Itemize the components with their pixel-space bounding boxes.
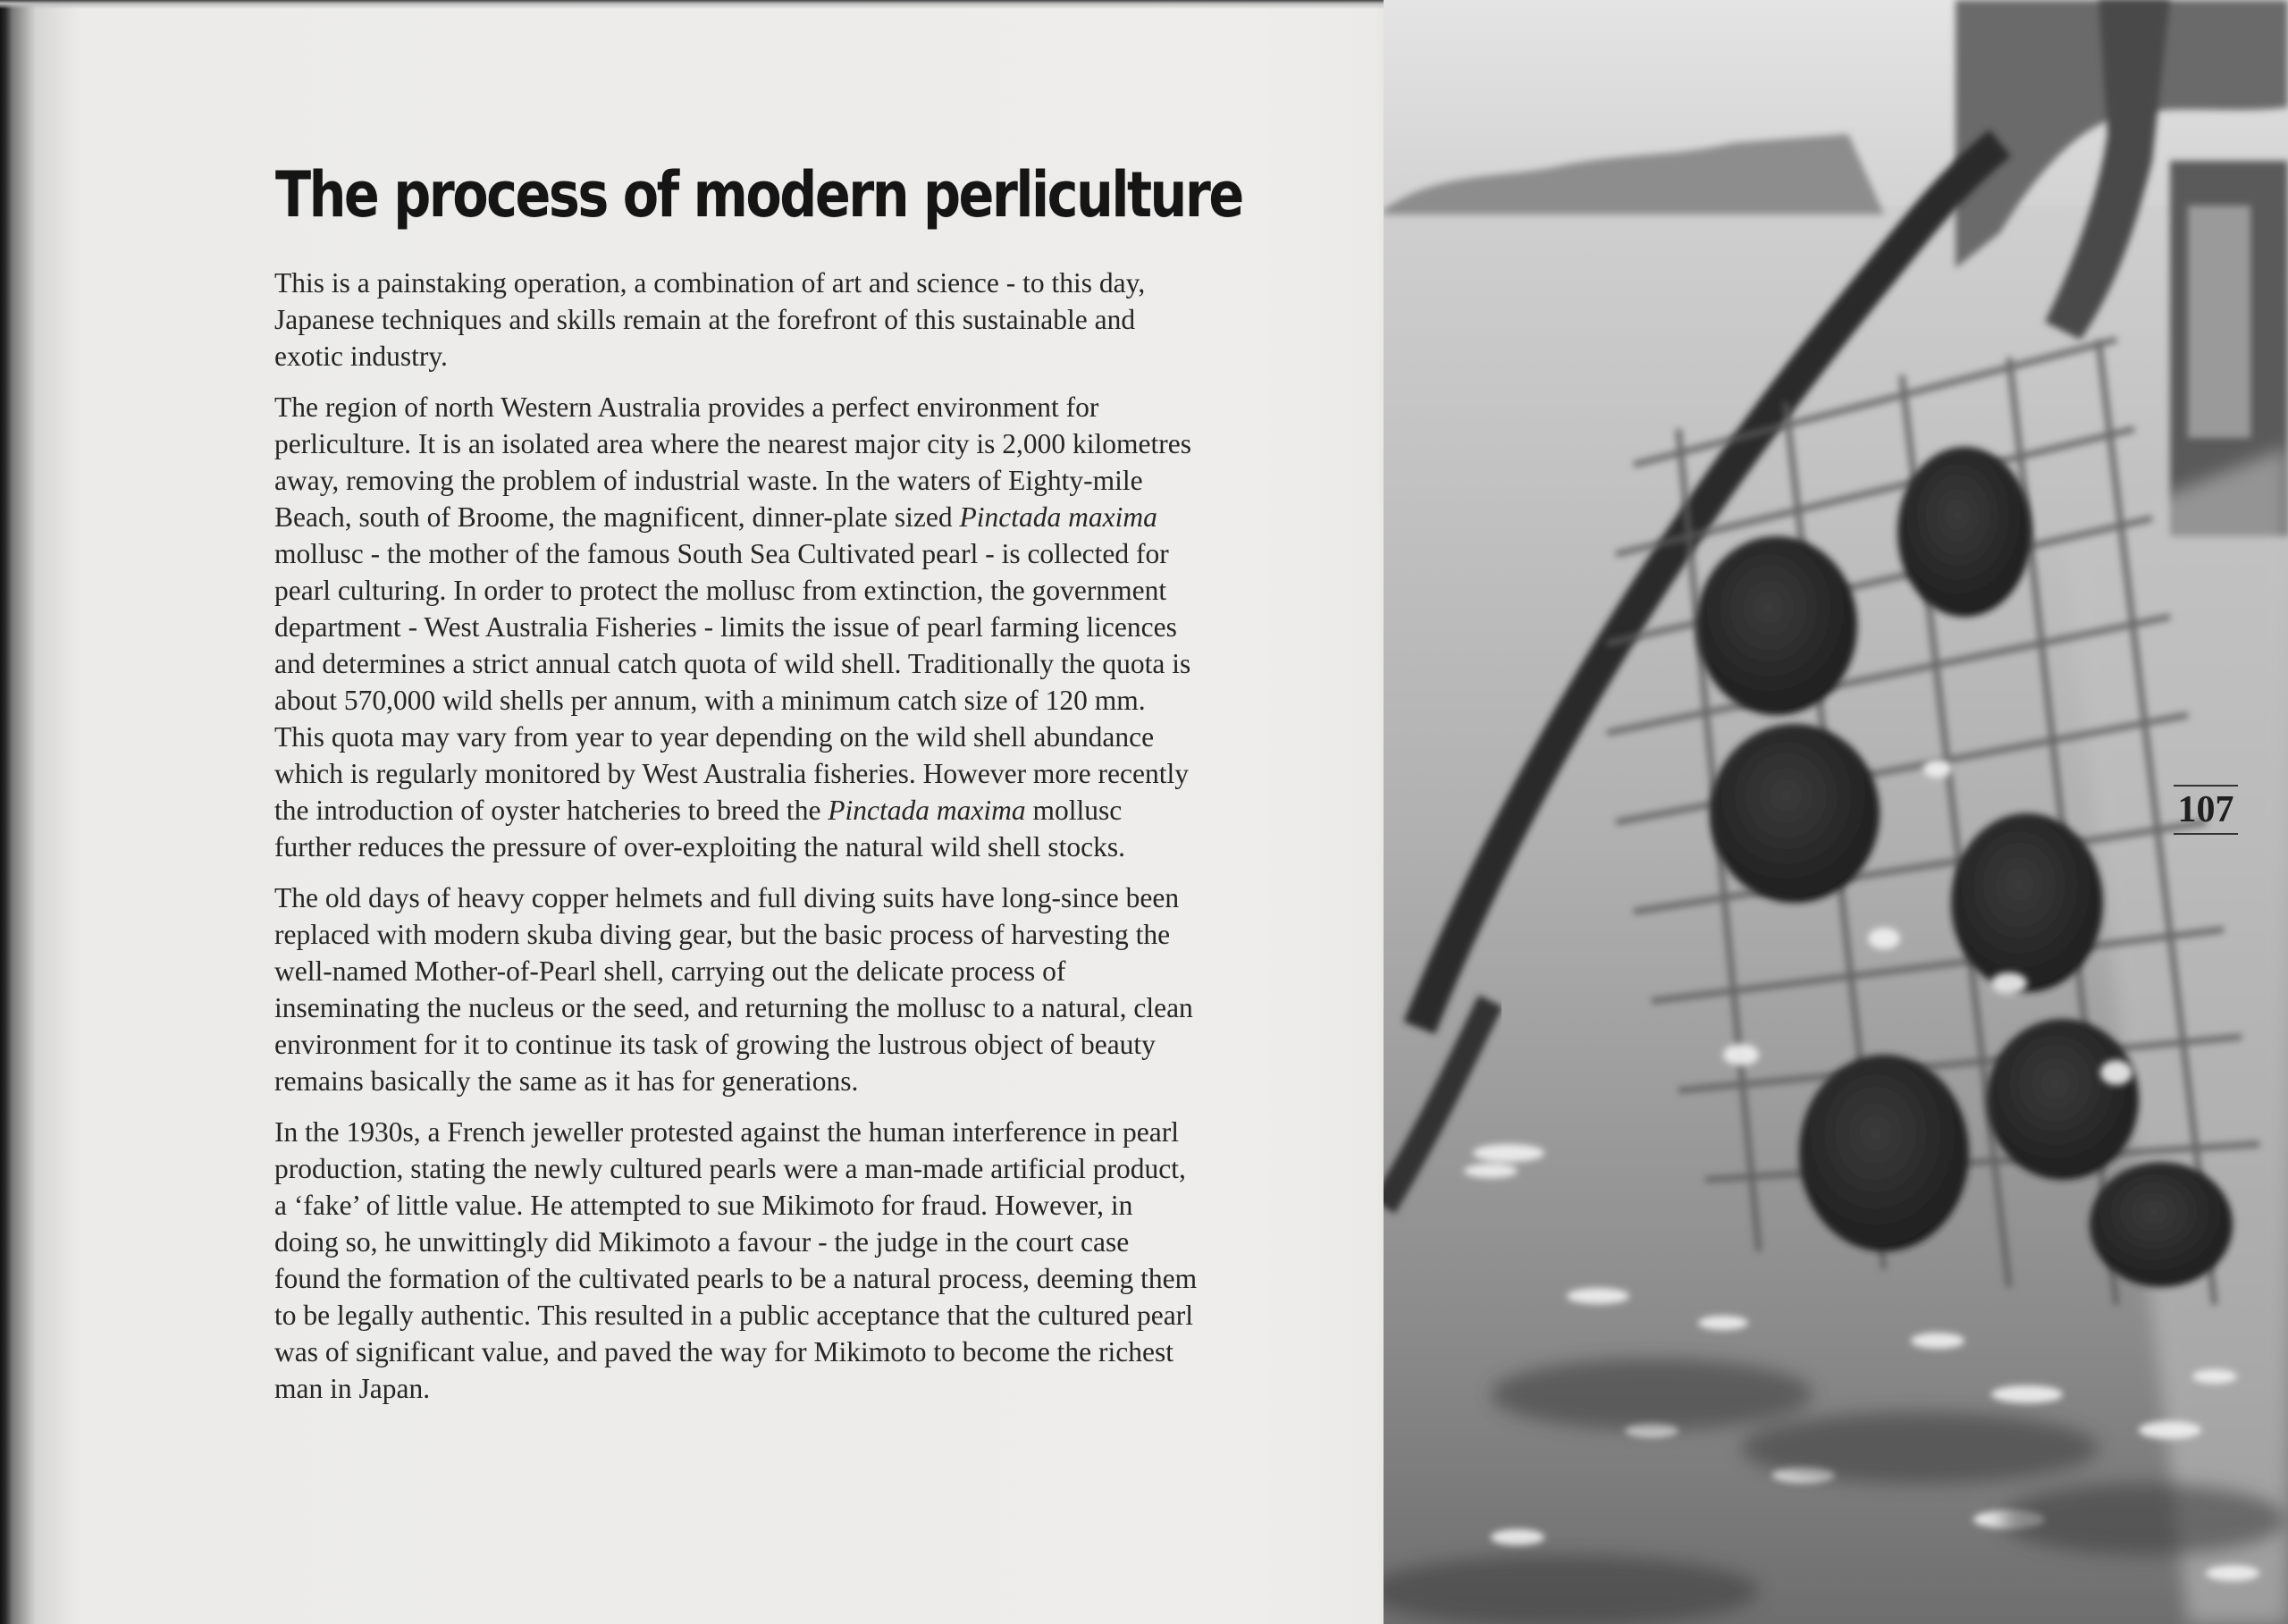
photo-illustration [1384,0,2288,1624]
paragraph-4: In the 1930s, a French jeweller protested against the human interference in pearl production, stating the newly cultured pearls were a man-made artificial product, a ‘fake’ of little value. He attempted to sue Mikimoto for fraud. However, in doing so, he unwittingly did Mikimoto a favour - the judge in the court case found the formation of the cultivated pearls to be a natural process, deeming them to be legally authentic. This resulted in a public acceptance that the cultured pearl was of significant value, and paved the way for Mikimoto to become the richest man in Japan. [274,1116,1198,1404]
paragraph-3: The old days of heavy copper helmets and full diving suits have long-since been replaced with modern skuba diving gear, but the basic process of harvesting the well-named Mother-of-Pearl shell, carrying out the delicate process of inseminating the nucleus or the seed, and returning the mollusc to a natural, clean environment for it to continue its task of growing the lustrous object of beauty remains basically the same as it has for generations. [274,882,1193,1097]
paragraph-2-part-b: mollusc - the mother of the famous South Sea Cultivated pearl - is collected for pearl culturing. In order to protect the mollusc from extinction, the government department - West Australia Fisheries - limits the issue of pearl farming licences and determines a strict annual catch quota of wild shell. Traditionally the quota is about 570,000 wild shells per annum, with a minimum catch size of 120 mm. This quota may vary from year to year depending on the wild shell abundance which is regularly monitored by West Australia fisheries. However more recently the introduction of oyster hatcheries to breed the [274,538,1191,826]
paragraph-1: This is a painstaking operation, a combination of art and science - to this day, Japanese techniques and skills remain at the forefront of this sustainable and exotic industry. [274,267,1146,372]
species-name: Pinctada maxima [959,501,1157,533]
species-name: Pinctada maxima [828,795,1026,826]
paragraph-2 [274,389,1199,865]
paragraph-2-part-a: The region of north Western Australia provides a perfect environment for perliculture. It is an isolated area where the nearest major city is 2,000 kilometres away, removing the problem of industrial waste. In the waters of Eighty-mile Beach, south of Broome, the magnificent, dinner-plate sized [274,391,1192,533]
paragraph-2-part-c: mollusc further reduces the pressure of over-exploiting the natural wild shell stocks. [274,795,1125,862]
page-number: 107 [2174,785,2238,835]
page-title: The process of modern perliculture [275,158,1242,231]
page-edge-shadow [0,0,1412,9]
article-body [274,265,1199,1421]
pearl-oyster-net-photo [1384,0,2288,1624]
